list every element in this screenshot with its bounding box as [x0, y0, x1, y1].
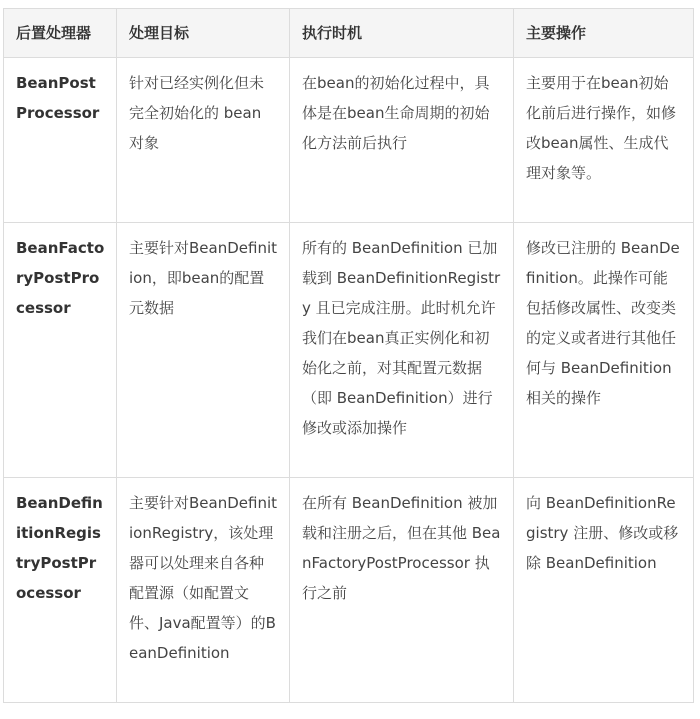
post-processor-table: [3, 8, 694, 703]
processor-operation: 修改已注册的 BeanDefinition。此操作可能包括修改属性、改变类的定义或者进行其他任何与 BeanDefinition 相关的操作: [514, 223, 694, 478]
processor-timing: 所有的 BeanDefinition 已加载到 BeanDefinitionRegistry 且已完成注册。此时机允许我们在bean真正实例化和初始化之前，对其配置元数据（即 BeanDefinition）进行修改或添加操作: [290, 223, 514, 478]
processor-timing: 在bean的初始化过程中，具体是在bean生命周期的初始化方法前后执行: [290, 58, 514, 223]
processor-target: 针对已经实例化但未完全初始化的 bean 对象: [117, 58, 290, 223]
processor-name: BeanPostProcessor: [4, 58, 117, 223]
table-row: [4, 58, 694, 223]
header-timing: 执行时机: [290, 9, 514, 58]
header-operation: 主要操作: [514, 9, 694, 58]
processor-name: BeanDefinitionRegistryPostProcessor: [4, 478, 117, 703]
processor-target: 主要针对BeanDefinition，即bean的配置元数据: [117, 223, 290, 478]
table-row: [4, 478, 694, 703]
header-target: 处理目标: [117, 9, 290, 58]
table-row: [4, 223, 694, 478]
header-row: [4, 9, 694, 58]
header-processor: 后置处理器: [4, 9, 117, 58]
processor-operation: 向 BeanDefinitionRegistry 注册、修改或移除 BeanDefinition: [514, 478, 694, 703]
processor-operation: 主要用于在bean初始化前后进行操作，如修改bean属性、生成代理对象等。: [514, 58, 694, 223]
processor-name: BeanFactoryPostProcessor: [4, 223, 117, 478]
processor-timing: 在所有 BeanDefinition 被加载和注册之后，但在其他 BeanFactoryPostProcessor 执行之前: [290, 478, 514, 703]
processor-target: 主要针对BeanDefinitionRegistry，该处理器可以处理来自各种配置源（如配置文件、Java配置等）的BeanDefinition: [117, 478, 290, 703]
